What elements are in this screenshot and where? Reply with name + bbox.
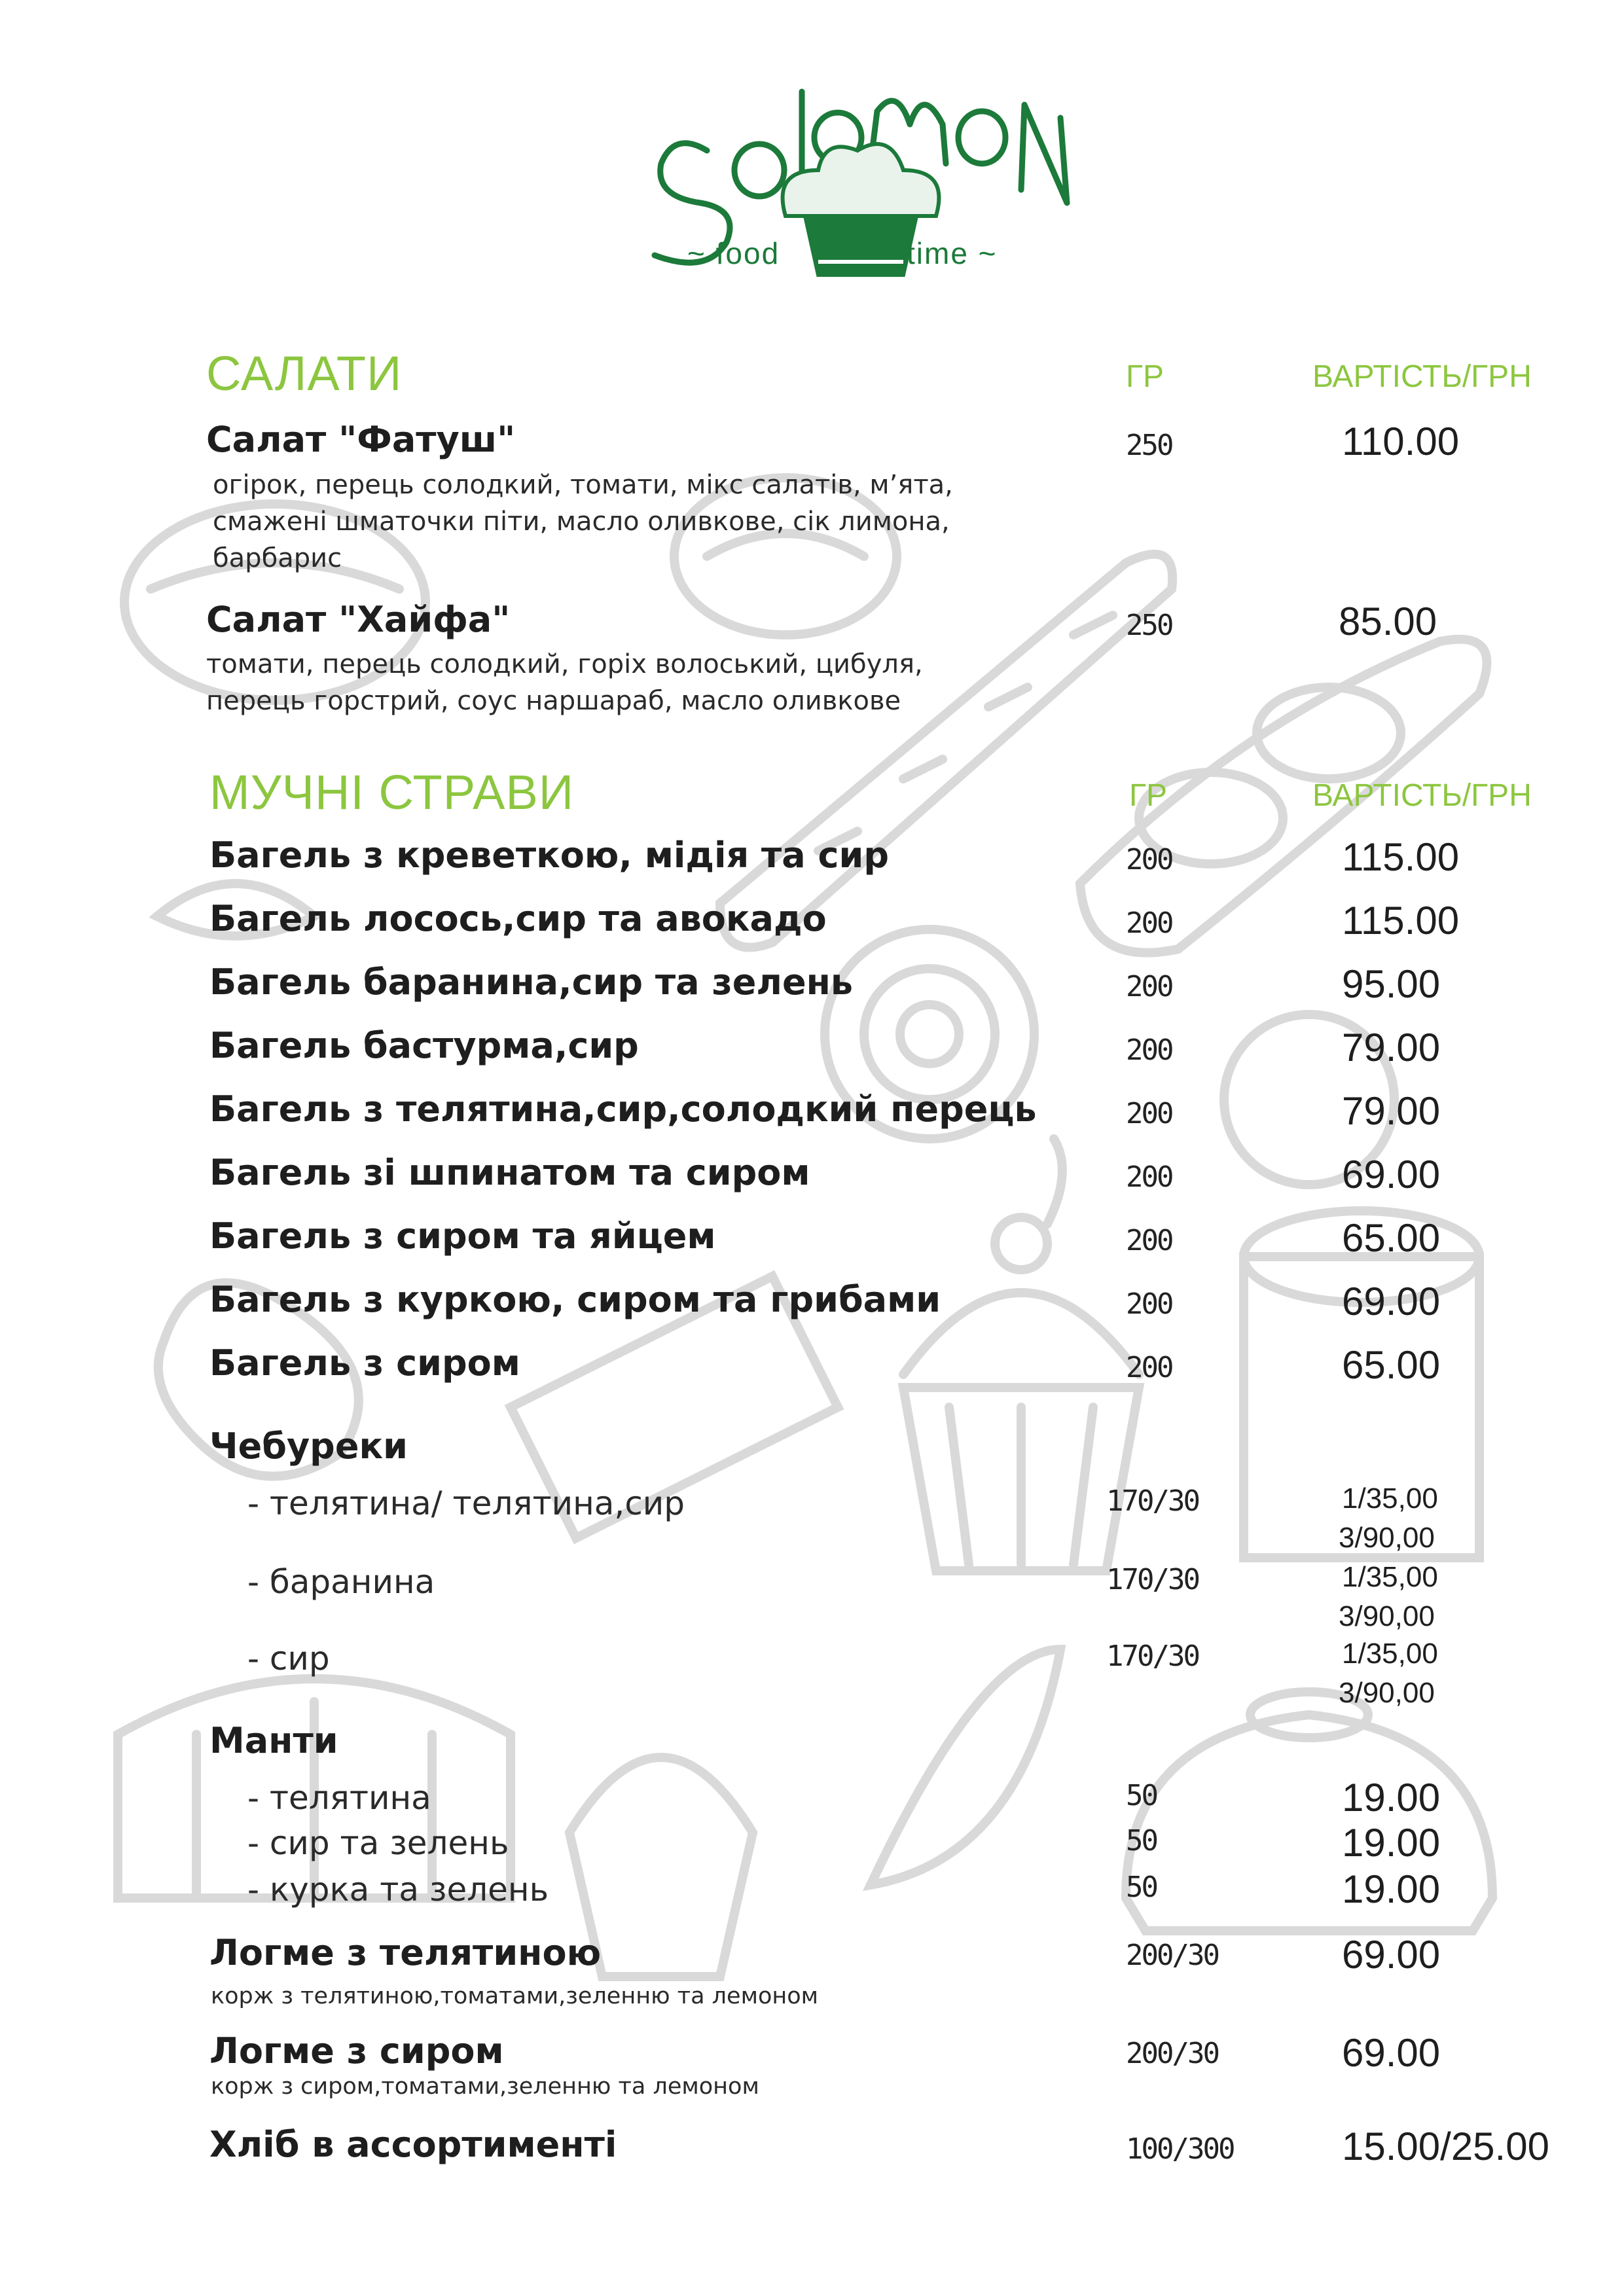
menu-item-price: 65.00 <box>1342 1216 1441 1260</box>
menu-item-name: Логме з сиром <box>209 2030 504 2072</box>
menu-subitem-weight: 170/30 <box>1106 1563 1199 1596</box>
menu-item-weight: 200 <box>1126 1097 1172 1130</box>
menu-item-name: Багель баранина,сир та зелень <box>209 961 854 1003</box>
menu-item-name: Салат "Фатуш" <box>206 419 516 460</box>
column-header-price: ВАРТІСТЬ/ГРН <box>1312 359 1532 394</box>
menu-subitem-weight: 50 <box>1126 1871 1157 1904</box>
menu-group-title-manti: Манти <box>209 1720 338 1761</box>
menu-item-name: Логме з телятиною <box>209 1932 602 1973</box>
menu-item-name: Багель з телятина,сир,солодкий перець <box>209 1088 1037 1130</box>
tagline-left: ~ food <box>687 236 780 270</box>
menu-item-weight: 200 <box>1126 1224 1172 1257</box>
menu-item-price: 69.00 <box>1342 2031 1441 2075</box>
menu-subitem-price: 3/90,00 <box>1339 1522 1435 1554</box>
menu-item-weight: 200 <box>1126 906 1172 940</box>
menu-subitem-name: - телятина/ телятина,сир <box>247 1484 685 1522</box>
column-header-weight: ГР <box>1126 359 1164 394</box>
tagline-right: time ~ <box>907 236 998 270</box>
menu-item-weight: 200 <box>1126 843 1172 876</box>
menu-item-price: 69.00 <box>1342 1153 1441 1196</box>
menu-item-price: 110.00 <box>1342 420 1460 463</box>
menu-subitem-price: 1/35,00 <box>1342 1638 1438 1670</box>
menu-subitem-price: 19.00 <box>1342 1867 1441 1911</box>
menu-subitem-price: 19.00 <box>1342 1821 1441 1865</box>
section-title-salads: САЛАТИ <box>206 346 403 401</box>
menu-item-description: перець горстрий, соус наршараб, масло оливкове <box>206 686 901 716</box>
menu-subitem-weight: 170/30 <box>1106 1640 1199 1673</box>
menu-item-name: Багель бастурма,сир <box>209 1025 639 1066</box>
menu-item-price: 95.00 <box>1342 962 1441 1006</box>
menu-item-price: 79.00 <box>1342 1026 1441 1069</box>
menu-subitem-weight: 170/30 <box>1106 1484 1199 1518</box>
menu-item-weight: 200/30 <box>1126 2037 1218 2070</box>
menu-subitem-name: - телятина <box>247 1779 431 1817</box>
menu-item-description: барбарис <box>213 543 342 573</box>
menu-subitem-name: - сир та зелень <box>247 1824 509 1862</box>
menu-item-name: Хліб в ассортименті <box>209 2124 617 2165</box>
menu-item-price: 79.00 <box>1342 1089 1441 1133</box>
menu-item-name: Салат "Хайфа" <box>206 599 511 640</box>
menu-item-description: огірок, перець солодкий, томати, мікс салатів, м’ята, <box>213 470 953 500</box>
menu-item-price: 15.00/25.00 <box>1342 2125 1549 2168</box>
menu-subitem-price: 3/90,00 <box>1339 1677 1435 1709</box>
menu-subitem-weight: 50 <box>1126 1824 1157 1857</box>
menu-item-description: томати, перець солодкий, горіх волоський, цибуля, <box>206 649 923 679</box>
menu-item-name: Багель з сиром <box>209 1342 520 1384</box>
menu-item-weight: 200 <box>1126 1287 1172 1321</box>
menu-item-name: Багель лосось,сир та авокадо <box>209 898 827 939</box>
menu-item-weight: 100/300 <box>1126 2132 1234 2166</box>
menu-item-price: 115.00 <box>1342 835 1460 879</box>
menu-item-description: корж з сиром,томатами,зеленню та лемоном <box>211 2073 759 2100</box>
menu-subitem-name: - курка та зелень <box>247 1871 549 1909</box>
menu-item-price: 85.00 <box>1339 600 1437 643</box>
menu-item-name: Багель з сиром та яйцем <box>209 1215 716 1257</box>
column-header-weight: ГР <box>1129 778 1168 813</box>
section-title-flour-dishes: МУЧНІ СТРАВИ <box>209 765 575 819</box>
menu-item-price: 69.00 <box>1342 1933 1441 1977</box>
menu-item-weight: 200 <box>1126 1033 1172 1067</box>
menu-item-price: 115.00 <box>1342 899 1460 942</box>
menu-item-name: Багель з креветкою, мідія та сир <box>209 834 889 876</box>
column-header-price: ВАРТІСТЬ/ГРН <box>1312 778 1532 813</box>
menu-subitem-price: 1/35,00 <box>1342 1482 1438 1515</box>
menu-item-name: Багель з куркою, сиром та грибами <box>209 1279 941 1320</box>
menu-subitem-price: 19.00 <box>1342 1776 1441 1820</box>
menu-item-weight: 200/30 <box>1126 1939 1218 1972</box>
menu-item-name: Багель зі шпинатом та сиром <box>209 1152 810 1193</box>
menu-item-description: смажені шматочки піти, масло оливкове, сік лимона, <box>213 507 950 537</box>
menu-item-price: 69.00 <box>1342 1280 1441 1323</box>
menu-item-description: корж з телятиною,томатами,зеленню та лемоном <box>211 1983 819 2009</box>
menu-subitem-price: 3/90,00 <box>1339 1600 1435 1632</box>
menu-subitem-price: 1/35,00 <box>1342 1561 1438 1593</box>
menu-subitem-weight: 50 <box>1126 1779 1157 1812</box>
menu-item-weight: 200 <box>1126 970 1172 1003</box>
menu-subitem-name: - баранина <box>247 1563 435 1601</box>
menu-group-title-chebureki: Чебуреки <box>209 1426 408 1467</box>
menu-item-weight: 200 <box>1126 1160 1172 1194</box>
menu-item-weight: 250 <box>1126 609 1172 642</box>
menu-subitem-name: - сир <box>247 1640 330 1677</box>
menu-item-weight: 250 <box>1126 429 1172 462</box>
menu-item-weight: 200 <box>1126 1351 1172 1384</box>
menu-item-price: 65.00 <box>1342 1343 1441 1387</box>
